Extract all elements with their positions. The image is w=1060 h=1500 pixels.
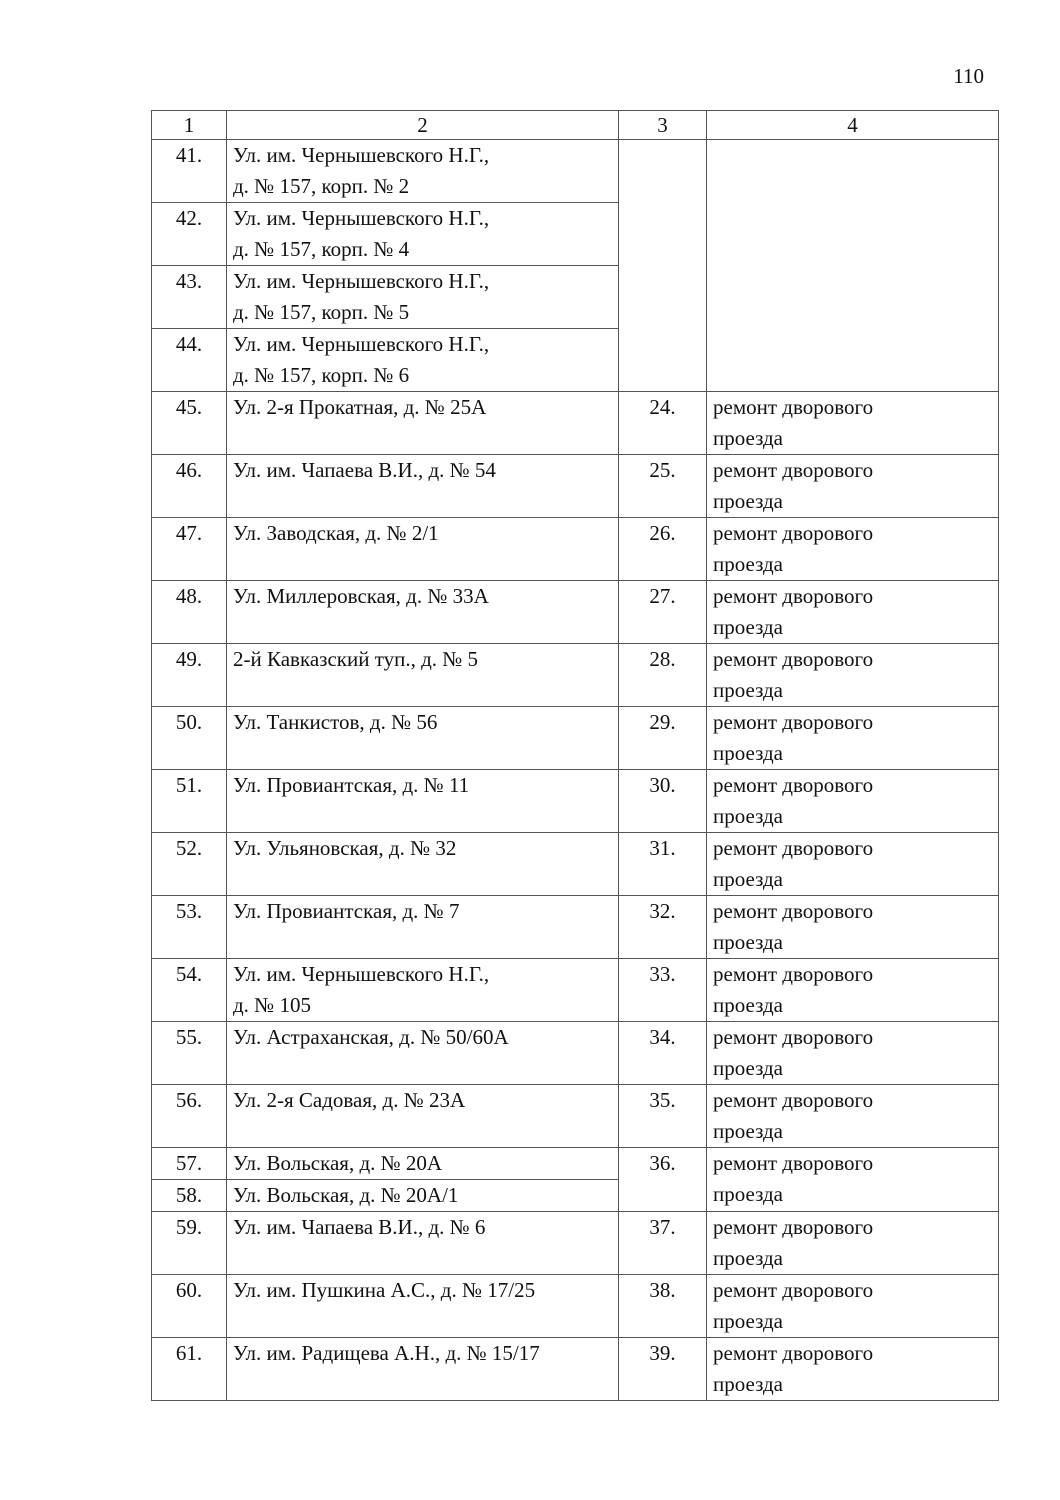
row-number: 42. — [152, 203, 227, 266]
header-col-1: 1 — [152, 111, 227, 140]
work-line-2: проезда — [713, 552, 783, 576]
row-address — [227, 644, 619, 707]
row-number: 56. — [152, 1085, 227, 1148]
table-row — [152, 896, 999, 959]
row-address — [227, 833, 619, 896]
work-line-1: ремонт дворового — [713, 899, 874, 923]
table-row — [152, 1212, 999, 1275]
addresses-table — [151, 110, 999, 1401]
table-row — [152, 1085, 999, 1148]
row-address — [227, 1338, 619, 1401]
row-work-type — [707, 1275, 999, 1338]
work-line-2: проезда — [713, 1309, 783, 1333]
work-line-2: проезда — [713, 867, 783, 891]
address-line-1: Ул. Заводская, д. № 2/1 — [233, 521, 439, 545]
row-object-number: 32. — [619, 896, 707, 959]
row-address — [227, 266, 619, 329]
row-object-number: 29. — [619, 707, 707, 770]
work-line-1: ремонт дворового — [713, 962, 874, 986]
address-line-1: Ул. им. Чернышевского Н.Г., — [233, 206, 490, 230]
table-row — [152, 833, 999, 896]
work-line-2: проезда — [713, 1056, 783, 1080]
table-row — [152, 581, 999, 644]
row-address: Ул. Вольская, д. № 20А/1 — [227, 1180, 619, 1212]
row-object-number: 31. — [619, 833, 707, 896]
row-number: 46. — [152, 455, 227, 518]
address-line-1: Ул. Провиантская, д. № 7 — [233, 899, 460, 923]
work-line-2: проезда — [713, 615, 783, 639]
work-line-1: ремонт дворового — [713, 836, 874, 860]
row-number: 60. — [152, 1275, 227, 1338]
table-header-row — [152, 111, 999, 140]
address-line-2: д. № 157, корп. № 2 — [233, 174, 410, 198]
table-row — [152, 959, 999, 1022]
table-row — [152, 770, 999, 833]
work-line-2: проезда — [713, 1182, 783, 1206]
header-col-3: 3 — [619, 111, 707, 140]
address-line-1: Ул. 2-я Прокатная, д. № 25А — [233, 395, 487, 419]
row-address — [227, 140, 619, 203]
address-line-1: Ул. Миллеровская, д. № 33А — [233, 584, 489, 608]
address-line-2: д. № 157, корп. № 5 — [233, 300, 410, 324]
row-work-type — [707, 896, 999, 959]
row-address — [227, 896, 619, 959]
row-work-type — [707, 455, 999, 518]
row-number: 58. — [152, 1180, 227, 1212]
row-object-number: 39. — [619, 1338, 707, 1401]
header-col-4: 4 — [707, 111, 999, 140]
row-object-number: 30. — [619, 770, 707, 833]
row-number: 49. — [152, 644, 227, 707]
row-number: 59. — [152, 1212, 227, 1275]
row-address: Ул. Вольская, д. № 20А — [227, 1148, 619, 1180]
work-line-1: ремонт дворового — [713, 1341, 874, 1365]
row-address — [227, 329, 619, 392]
row-address — [227, 455, 619, 518]
row-address — [227, 959, 619, 1022]
row-address — [227, 1022, 619, 1085]
row-work-type — [707, 1085, 999, 1148]
table-row — [152, 1338, 999, 1401]
work-line-2: проезда — [713, 678, 783, 702]
address-line-1: Ул. им. Чернышевского Н.Г., — [233, 143, 490, 167]
row-work-type — [707, 518, 999, 581]
row-object-number: 35. — [619, 1085, 707, 1148]
table-row — [152, 392, 999, 455]
row-work-type — [707, 644, 999, 707]
table-row — [152, 140, 999, 203]
work-line-2: проезда — [713, 1119, 783, 1143]
address-line-1: Ул. им. Чапаева В.И., д. № 6 — [233, 1215, 486, 1239]
row-number: 44. — [152, 329, 227, 392]
row-object-number: 25. — [619, 455, 707, 518]
address-line-1: Ул. им. Чернышевского Н.Г., — [233, 332, 490, 356]
row-object-number: 33. — [619, 959, 707, 1022]
row-address — [227, 770, 619, 833]
row-number: 61. — [152, 1338, 227, 1401]
merged-empty-cell-3 — [619, 140, 707, 392]
row-number: 50. — [152, 707, 227, 770]
row-work-type — [707, 1338, 999, 1401]
row-object-number: 37. — [619, 1212, 707, 1275]
row-object-number: 36. — [619, 1148, 707, 1212]
row-address — [227, 1275, 619, 1338]
row-number: 48. — [152, 581, 227, 644]
work-line-2: проезда — [713, 1246, 783, 1270]
row-address — [227, 707, 619, 770]
work-line-1: ремонт дворового — [713, 1088, 874, 1112]
address-line-1: Ул. им. Чернышевского Н.Г., — [233, 962, 490, 986]
address-line-1: Ул. 2-я Садовая, д. № 23А — [233, 1088, 466, 1112]
work-line-1: ремонт дворового — [713, 773, 874, 797]
work-line-1: ремонт дворового — [713, 710, 874, 734]
address-line-1: Ул. им. Чапаева В.И., д. № 54 — [233, 458, 496, 482]
row-address — [227, 203, 619, 266]
merged-empty-cell-4 — [707, 140, 999, 392]
row-work-type — [707, 1212, 999, 1275]
work-line-1: ремонт дворового — [713, 1151, 874, 1175]
address-line-1: Ул. им. Чернышевского Н.Г., — [233, 269, 490, 293]
row-object-number: 24. — [619, 392, 707, 455]
row-number: 51. — [152, 770, 227, 833]
row-number: 43. — [152, 266, 227, 329]
row-number: 57. — [152, 1148, 227, 1180]
row-address — [227, 581, 619, 644]
work-line-2: проезда — [713, 1372, 783, 1396]
row-work-type — [707, 833, 999, 896]
row-work-type — [707, 1148, 999, 1212]
work-line-1: ремонт дворового — [713, 647, 874, 671]
work-line-2: проезда — [713, 930, 783, 954]
row-object-number: 28. — [619, 644, 707, 707]
address-line-1: Ул. им. Радищева А.Н., д. № 15/17 — [233, 1341, 540, 1365]
row-object-number: 26. — [619, 518, 707, 581]
table-row — [152, 644, 999, 707]
address-line-2: д. № 105 — [233, 993, 311, 1017]
work-line-2: проезда — [713, 804, 783, 828]
row-work-type — [707, 959, 999, 1022]
address-line-1: Ул. им. Пушкина А.С., д. № 17/25 — [233, 1278, 536, 1302]
address-line-2: д. № 157, корп. № 4 — [233, 237, 410, 261]
row-work-type — [707, 581, 999, 644]
table-row — [152, 455, 999, 518]
address-line-1: Ул. Астраханская, д. № 50/60А — [233, 1025, 509, 1049]
table-row — [152, 1275, 999, 1338]
address-line-1: Ул. Танкистов, д. № 56 — [233, 710, 438, 734]
row-object-number: 27. — [619, 581, 707, 644]
work-line-1: ремонт дворового — [713, 1215, 874, 1239]
row-number: 45. — [152, 392, 227, 455]
work-line-2: проезда — [713, 741, 783, 765]
page-number: 110 — [953, 64, 984, 88]
row-address — [227, 392, 619, 455]
row-number: 52. — [152, 833, 227, 896]
table-row — [152, 1022, 999, 1085]
row-number: 47. — [152, 518, 227, 581]
work-line-1: ремонт дворового — [713, 1025, 874, 1049]
work-line-1: ремонт дворового — [713, 584, 874, 608]
row-work-type — [707, 392, 999, 455]
row-address — [227, 1085, 619, 1148]
row-work-type — [707, 1022, 999, 1085]
work-line-1: ремонт дворового — [713, 395, 874, 419]
work-line-2: проезда — [713, 489, 783, 513]
row-address — [227, 1212, 619, 1275]
work-line-1: ремонт дворового — [713, 1278, 874, 1302]
row-work-type — [707, 707, 999, 770]
row-number: 41. — [152, 140, 227, 203]
work-line-2: проезда — [713, 993, 783, 1017]
row-number: 55. — [152, 1022, 227, 1085]
address-line-2: д. № 157, корп. № 6 — [233, 363, 410, 387]
row-number: 53. — [152, 896, 227, 959]
address-line-1: 2-й Кавказский туп., д. № 5 — [233, 647, 479, 671]
work-line-1: ремонт дворового — [713, 521, 874, 545]
address-line-1: Ул. Провиантская, д. № 11 — [233, 773, 470, 797]
row-object-number: 34. — [619, 1022, 707, 1085]
table-row — [152, 707, 999, 770]
work-line-1: ремонт дворового — [713, 458, 874, 482]
row-work-type — [707, 770, 999, 833]
row-address — [227, 518, 619, 581]
header-col-2: 2 — [227, 111, 619, 140]
row-object-number: 38. — [619, 1275, 707, 1338]
table-row — [152, 1148, 999, 1180]
row-number: 54. — [152, 959, 227, 1022]
address-line-1: Ул. Ульяновская, д. № 32 — [233, 836, 457, 860]
work-line-2: проезда — [713, 426, 783, 450]
table-row — [152, 518, 999, 581]
